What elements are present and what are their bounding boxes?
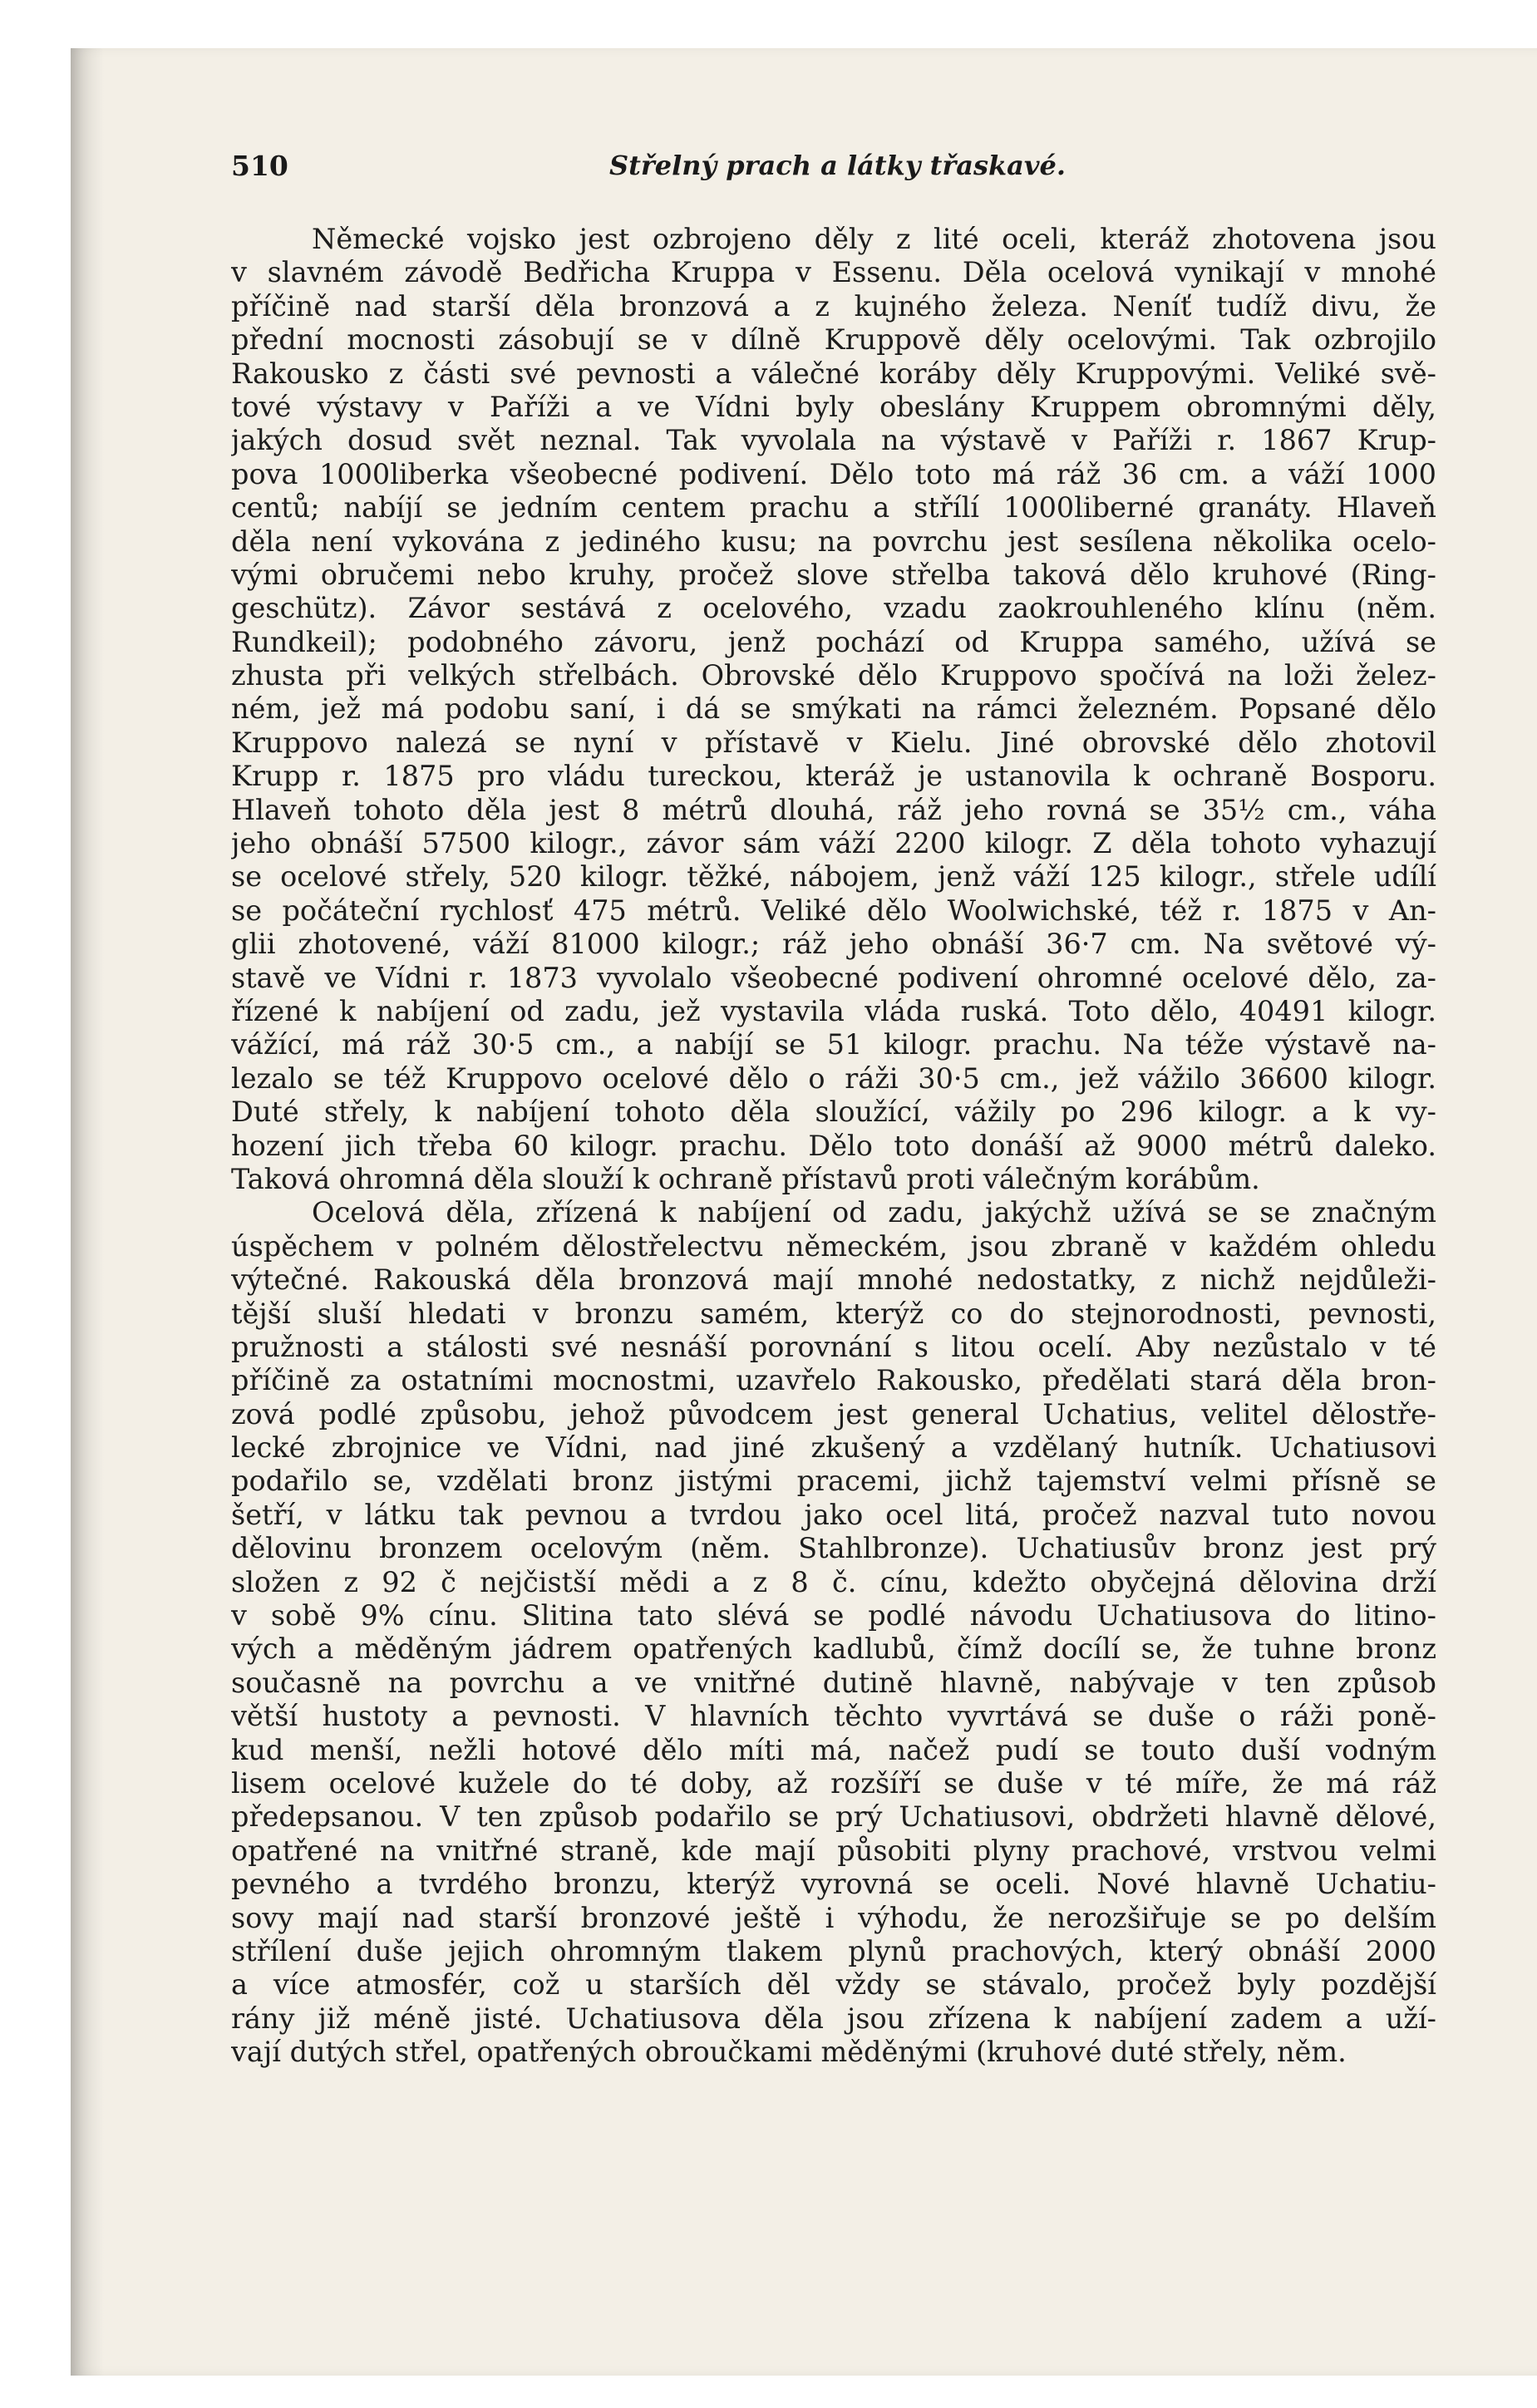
text-line: předepsanou. V ten způsob podařilo se prý Uchatiusovi, obdržeti hlavně dělové, <box>231 1800 1436 1834</box>
page-header <box>231 150 1436 190</box>
text-line: vých a měděným jádrem opatřených kadlubů, čímž docílí se, že tuhne bronz <box>231 1632 1436 1666</box>
text-line: Kruppovo nalezá se nyní v přístavě v Kielu. Jiné obrovské dělo zhotovil <box>231 726 1436 759</box>
text-line: šetří, v látku tak pevnou a tvrdou jako ocel litá, pročež nazval tuto novou <box>231 1498 1436 1531</box>
text-line: pružnosti a stálosti své nesnáší porovnání s litou ocelí. Aby nezůstalo v té <box>231 1330 1436 1363</box>
text-line: Rundkeil); podobného závoru, jenž pochází od Kruppa samého, užívá se <box>231 625 1436 658</box>
text-line: Ocelová děla, zřízená k nabíjení od zadu, jakýchž užívá se se značným <box>312 1196 1436 1229</box>
page-gutter-shadow <box>71 48 104 2376</box>
text-line: Krupp r. 1875 pro vládu tureckou, kteráž je ustanovila k ochraně Bosporu. <box>231 760 1436 793</box>
text-line: centů; nabíjí se jedním centem prachu a střílí 1000liberné granáty. Hlaveň <box>231 491 1436 524</box>
text-line: rány již méně jisté. Uchatiusova děla jsou zřízena k nabíjení zadem a uží- <box>231 2002 1436 2035</box>
text-line: stavě ve Vídni r. 1873 vyvolalo všeobecné podivení ohromné ocelové dělo, za- <box>231 961 1436 994</box>
text-line: řízené k nabíjení od zadu, jež vystavila vláda ruská. Toto dělo, 40491 kilogr. <box>231 994 1436 1027</box>
text-line: jeho obnáší 57500 kilogr., závor sám váží 2200 kilogr. Z děla tohoto vyhazují <box>231 827 1436 860</box>
text-line: Německé vojsko jest ozbrojeno děly z lité oceli, kteráž zhotovena jsou <box>312 223 1436 255</box>
text-line: vými obručemi nebo kruhy, pročež slove střelba taková dělo kruhové (Ring- <box>231 558 1436 591</box>
page-number: 510 <box>231 150 288 182</box>
running-head: Střelný prach a látky třaskavé. <box>609 150 1066 181</box>
text-line: podařilo se, vzdělati bronz jistými pracemi, jichž tajemství velmi přísně se <box>231 1465 1436 1498</box>
text-line: úspěchem v polném dělostřelectvu německém, jsou zbraně v každém ohledu <box>231 1229 1436 1263</box>
text-line: tové výstavy v Paříži a ve Vídni byly obeslány Kruppem obromnými děly, <box>231 390 1436 423</box>
text-line: geschütz). Závor sestává z ocelového, vzadu zaokrouhleného klínu (něm. <box>231 592 1436 625</box>
text-line: lezalo se též Kruppovo ocelové dělo o ráži 30·5 cm., jež vážilo 36600 kilogr. <box>231 1061 1436 1095</box>
text-line: střílení duše jejich ohromným tlakem plynů prachových, který obnáší 2000 <box>231 1934 1436 1967</box>
text-line: tější sluší hledati v bronzu samém, kterýž co do stejnorodnosti, pevnosti, <box>231 1297 1436 1330</box>
text-line: lisem ocelové kužele do té doby, až rozšíří se duše v té míře, že má ráž <box>231 1766 1436 1800</box>
text-line: Hlaveň tohoto děla jest 8 métrů dlouhá, ráž jeho rovná se 35½ cm., váha <box>231 793 1436 826</box>
text-line: výtečné. Rakouská děla bronzová mají mnohé nedostatky, z nichž nejdůleži- <box>231 1263 1436 1297</box>
text-line: větší hustoty a pevnosti. V hlavních těchto vyvrtává se duše o ráži poně- <box>231 1700 1436 1733</box>
text-line: lecké zbrojnice ve Vídni, nad jiné zkušený a vzdělaný hutník. Uchatiusovi <box>231 1431 1436 1465</box>
text-line: vají dutých střel, opatřených obroučkami měděnými (kruhové duté střely, něm. <box>231 2036 1347 2069</box>
text-line: v slavném závodě Bedřicha Kruppa v Essenu. Děla ocelová vynikají v mnohé <box>231 256 1436 289</box>
body-text <box>231 223 1436 2069</box>
text-line: příčině nad starší děla bronzová a z kujného železa. Neníť tudíž divu, že <box>231 289 1436 323</box>
text-line: příčině za ostatními mocnostmi, uzavřelo Rakousko, předělati stará děla bron- <box>231 1364 1436 1397</box>
text-line: složen z 92 č nejčistší mědi a z 8 č. cínu, kdežto obyčejná dělovina drží <box>231 1565 1436 1598</box>
text-line: dělovinu bronzem ocelovým (něm. Stahlbronze). Uchatiusův bronz jest prý <box>231 1532 1436 1565</box>
text-line: kud menší, nežli hotové dělo míti má, načež pudí se touto duší vodným <box>231 1733 1436 1766</box>
text-line: pova 1000liberka všeobecné podivení. Dělo toto má ráž 36 cm. a váží 1000 <box>231 457 1436 490</box>
paragraph <box>231 223 1436 1196</box>
text-line: v sobě 9% cínu. Slitina tato slévá se podlé návodu Uchatiusova do litino- <box>231 1599 1436 1632</box>
text-line: Taková ohromná děla slouží k ochraně přístavů proti válečným korábům. <box>231 1162 1260 1195</box>
text-line: hození jich třeba 60 kilogr. prachu. Dělo toto donáší až 9000 métrů daleko. <box>231 1129 1436 1162</box>
text-line: opatřené na vnitřné straně, kde mají působiti plyny prachové, vrstvou velmi <box>231 1834 1436 1867</box>
text-line: přední mocnosti zásobují se v dílně Kruppově děly ocelovými. Tak ozbrojilo <box>231 323 1436 357</box>
text-line: sovy mají nad starší bronzové ještě i výhodu, že nerozšiřuje se po delším <box>231 1901 1436 1934</box>
text-line: jakých dosud svět neznal. Tak vyvolala na výstavě v Paříži r. 1867 Krup- <box>231 424 1436 457</box>
text-line: pevného a tvrdého bronzu, kterýž vyrovná se oceli. Nové hlavně Uchatiu- <box>231 1868 1436 1901</box>
text-line: Rakousko z části své pevnosti a válečné koráby děly Kruppovými. Veliké svě- <box>231 357 1436 390</box>
text-line: děla není vykována z jediného kusu; na povrchu jest sesílena několika ocelo- <box>231 524 1436 558</box>
text-line: současně na povrchu a ve vnitřné dutině hlavně, nabývaje v ten způsob <box>231 1666 1436 1699</box>
text-line: vážící, má ráž 30·5 cm., a nabíjí se 51 kilogr. prachu. Na téže výstavě na- <box>231 1028 1436 1061</box>
text-line: a více atmosfér, což u starších děl vždy se stávalo, pročež byly pozdější <box>231 1968 1436 2002</box>
text-line: zhusta při velkých střelbách. Obrovské dělo Kruppovo spočívá na loži želez- <box>231 659 1436 692</box>
text-line: se počáteční rychlosť 475 métrů. Veliké dělo Woolwichské, též r. 1875 v An- <box>231 894 1436 927</box>
text-line: zová podlé způsobu, jehož původcem jest general Uchatius, velitel dělostře- <box>231 1397 1436 1431</box>
text-line: Duté střely, k nabíjení tohoto děla sloužící, vážily po 296 kilogr. a k vy- <box>231 1096 1436 1129</box>
text-line: ném, jež má podobu saní, i dá se smýkati na rámci železném. Popsané dělo <box>231 692 1436 726</box>
paragraph <box>231 1196 1436 2069</box>
text-line: glii zhotovené, váží 81000 kilogr.; ráž jeho obnáší 36·7 cm. Na světové vý- <box>231 928 1436 961</box>
text-line: se ocelové střely, 520 kilogr. těžké, nábojem, jenž váží 125 kilogr., střele udílí <box>231 860 1436 894</box>
